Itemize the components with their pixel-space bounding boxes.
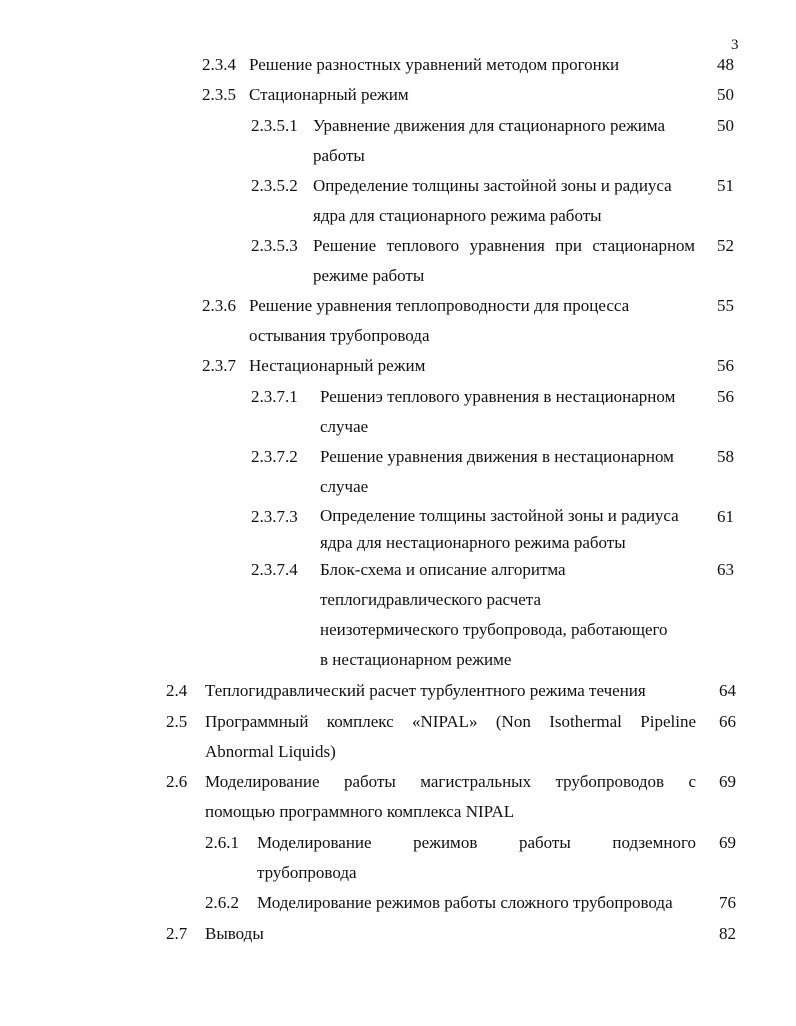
toc-entry-title-line: Решение уравнения теплопроводности для процесса	[249, 296, 630, 315]
toc-entry-page: 50	[717, 116, 734, 135]
toc-entry-number: 2.3.5.3	[251, 236, 298, 255]
toc-entry-title-line: Блок-схема и описание алгоритма	[320, 560, 566, 579]
toc-entry-page: 63	[717, 560, 734, 579]
toc-entry-title-line: ядра для стационарного режима работы	[313, 206, 602, 225]
toc-entry-title-line: работы	[313, 146, 365, 165]
toc-entry-title-line: случае	[320, 417, 369, 436]
toc-entry-title-line: ядра для нестационарного режима работы	[320, 533, 626, 552]
toc-entry-number: 2.5	[166, 712, 188, 731]
toc-entry-number: 2.4	[166, 681, 188, 700]
toc-entry-2-3-6	[202, 291, 734, 351]
toc-entry-2-3-4	[202, 50, 734, 80]
toc-entry-2-3-5-1	[251, 111, 734, 171]
toc-entry-page: 56	[717, 356, 734, 375]
toc-entry-page: 50	[717, 85, 734, 104]
toc-entry-title: Нестационарный режим	[249, 356, 426, 375]
toc-entry-title-line: теплогидравлического расчета	[320, 590, 541, 609]
toc-entry-2-3-7	[202, 351, 734, 381]
toc-entry-title-line: неизотермического трубопровода, работающего	[320, 620, 668, 639]
toc-entry-2-3-5	[202, 80, 734, 110]
toc-entry-title-line: Моделирование режимов работы подземного	[257, 833, 696, 852]
toc-entry-2-3-7-2	[251, 442, 734, 502]
toc-entry-number: 2.3.7.1	[251, 387, 298, 406]
toc-entry-2-6-2	[205, 888, 736, 918]
toc-entry-2-3-7-1	[251, 382, 734, 442]
toc-entry-number: 2.3.4	[202, 55, 236, 74]
toc-entry-title-line: Определение толщины застойной зоны и радиуса	[313, 176, 672, 195]
toc-entry-number: 2.3.5.2	[251, 176, 298, 195]
toc-entry-page: 51	[717, 176, 734, 195]
toc-entry-title: Выводы	[205, 924, 264, 943]
toc-entry-number: 2.3.7.4	[251, 560, 298, 579]
toc-entry-title-line: Решение теплового уравнения при стационарном	[313, 236, 695, 255]
toc-entry-2-3-5-3	[251, 231, 734, 291]
toc-entry-number: 2.3.6	[202, 296, 236, 315]
toc-entry-title-line: случае	[320, 477, 369, 496]
toc-entry-number: 2.7	[166, 924, 188, 943]
toc-entry-title-line: Уравнение движения для стационарного режима	[313, 116, 666, 135]
toc-entry-number: 2.6.1	[205, 833, 239, 852]
toc-entry-page: 48	[717, 55, 734, 74]
toc-entry-title: Решение разностных уравнений методом прогонки	[249, 55, 620, 74]
toc-entry-page: 69	[719, 772, 736, 791]
toc-entry-number: 2.3.5	[202, 85, 236, 104]
toc-entry-title-line: Моделирование работы магистральных трубопроводов с	[205, 772, 696, 791]
toc-entry-page: 69	[719, 833, 736, 852]
toc-entry-title-line: Решениэ теплового уравнения в нестационарном	[320, 387, 676, 406]
toc-entry-title-line: трубопровода	[257, 863, 357, 882]
toc-entry-title: Теплогидравлический расчет турбулентного режима течения	[205, 681, 646, 700]
toc-entry-number: 2.3.7.2	[251, 447, 298, 466]
toc-entry-title-line: в нестационарном режиме	[320, 650, 512, 669]
toc-entry-title: Моделирование режимов работы сложного трубопровода	[257, 893, 673, 912]
toc-entry-2-6	[166, 767, 736, 827]
toc-entry-title: Стационарный режим	[249, 85, 409, 104]
toc-entry-page: 61	[717, 507, 734, 526]
toc-entry-title-line: остывания трубопровода	[249, 326, 430, 345]
toc-entry-title-line: Определение толщины застойной зоны и радиуса	[320, 506, 679, 525]
toc-entry-page: 76	[719, 893, 736, 912]
toc-entry-number: 2.6	[166, 772, 188, 791]
toc-entry-2-4	[166, 676, 736, 706]
toc-entry-title-line: режиме работы	[313, 266, 425, 285]
toc-entry-title-line: помощью программного комплекса NIPAL	[205, 802, 515, 821]
toc-entry-2-3-7-3	[251, 502, 734, 558]
toc-entry-page: 52	[717, 236, 734, 255]
toc-entry-title-line: Решение уравнения движения в нестационарном	[320, 447, 674, 466]
toc-entry-number: 2.6.2	[205, 893, 239, 912]
toc-entry-2-3-7-4	[251, 555, 734, 677]
toc-entry-page: 64	[719, 681, 736, 700]
toc-entry-2-5	[166, 707, 736, 767]
toc-entry-title-line: Программный комплекс «NIPAL» (Non Isothermal Pipeline	[205, 712, 696, 731]
toc-entry-2-6-1	[205, 828, 736, 888]
toc-entry-page: 82	[719, 924, 736, 943]
toc-entry-page: 55	[717, 296, 734, 315]
toc-entry-title-line: Abnormal Liquids)	[205, 742, 336, 761]
toc-entry-page: 58	[717, 447, 734, 466]
toc-entry-number: 2.3.7	[202, 356, 236, 375]
page-number: 3	[731, 37, 739, 53]
toc-entry-number: 2.3.7.3	[251, 507, 298, 526]
toc-entry-2-3-5-2	[251, 171, 734, 231]
toc-entry-page: 56	[717, 387, 734, 406]
toc-entry-number: 2.3.5.1	[251, 116, 298, 135]
toc-entry-2-7	[166, 919, 736, 949]
toc-entry-page: 66	[719, 712, 736, 731]
